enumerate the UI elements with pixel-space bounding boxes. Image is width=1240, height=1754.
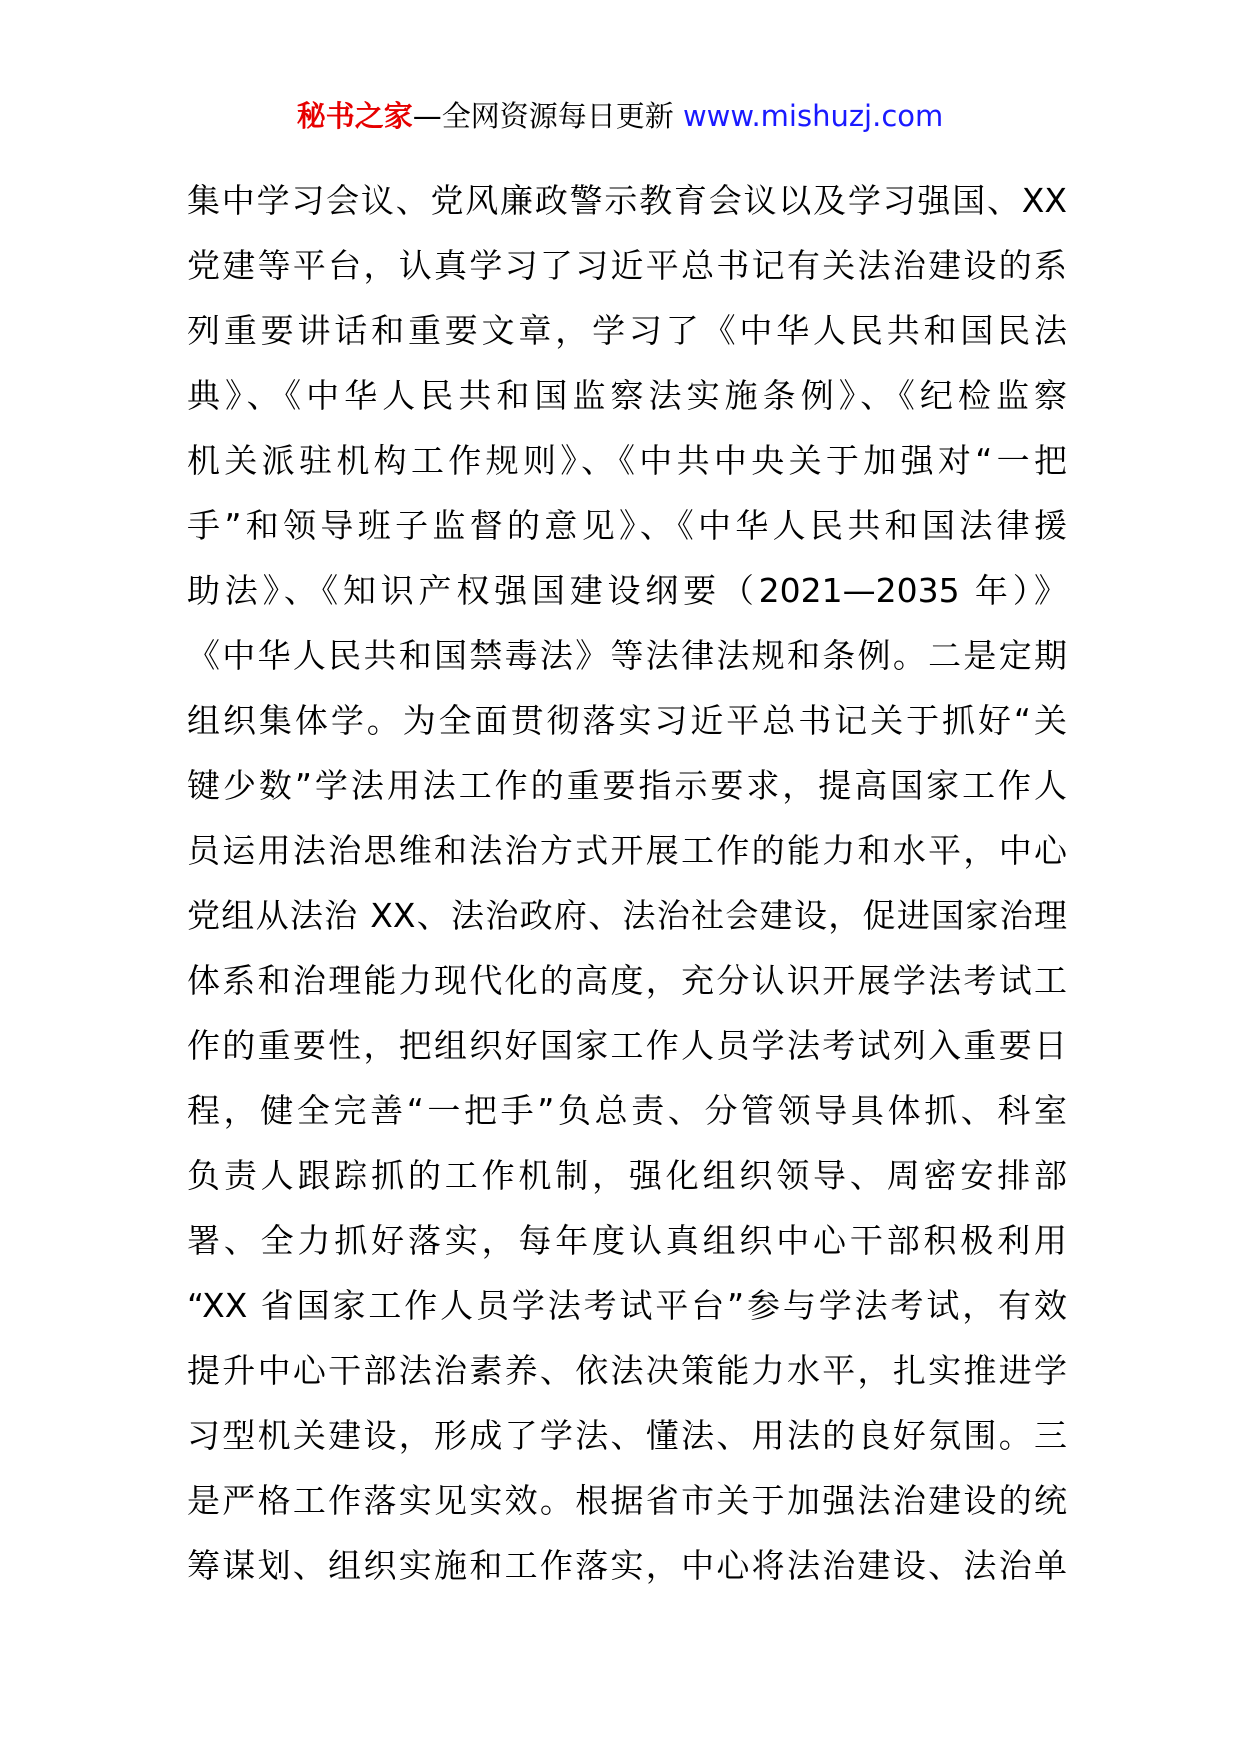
text-line: 集中学习会议、党风廉政警示教育会议以及学习强国、XX <box>187 181 1067 220</box>
text-line: 程，健全完善“一把手”负总责、分管领导具体抓、科室 <box>187 1091 1067 1130</box>
text-line: 筹谋划、组织实施和工作落实，中心将法治建设、法治单 <box>187 1546 1067 1585</box>
text-line: 党建等平台，认真学习了习近平总书记有关法治建设的系 <box>187 246 1067 285</box>
text-line: 机关派驻机构工作规则》、《中共中央关于加强对“一把 <box>187 441 1067 480</box>
text-line: 键少数”学法用法工作的重要指示要求，提高国家工作人 <box>187 766 1067 805</box>
site-brand: 秘书之家 <box>296 99 413 133</box>
text-line: 提升中心干部法治素养、依法决策能力水平，扎实推进学 <box>187 1351 1067 1390</box>
text-line: 习型机关建设，形成了学法、懂法、用法的良好氛围。三 <box>187 1416 1067 1455</box>
document-body <box>187 168 1067 1598</box>
text-line: 署、全力抓好落实，每年度认真组织中心干部积极利用 <box>187 1221 1067 1260</box>
page-header <box>0 96 1240 136</box>
site-tagline: —全网资源每日更新 <box>412 99 674 133</box>
text-line: 《中华人民共和国禁毒法》等法律法规和条例。二是定期 <box>187 636 1067 675</box>
text-line: 作的重要性，把组织好国家工作人员学法考试列入重要日 <box>187 1026 1067 1065</box>
text-line: 负责人跟踪抓的工作机制，强化组织领导、周密安排部 <box>187 1156 1067 1195</box>
text-line: “XX 省国家工作人员学法考试平台”参与学法考试，有效 <box>187 1286 1067 1325</box>
text-line: 体系和治理能力现代化的高度，充分认识开展学法考试工 <box>187 961 1067 1000</box>
text-line: 典》、《中华人民共和国监察法实施条例》、《纪检监察 <box>187 376 1067 415</box>
text-line: 组织集体学。为全面贯彻落实习近平总书记关于抓好“关 <box>187 701 1067 740</box>
text-line: 手”和领导班子监督的意见》、《中华人民共和国法律援 <box>187 506 1067 545</box>
text-line: 是严格工作落实见实效。根据省市关于加强法治建设的统 <box>187 1481 1067 1520</box>
text-line: 党组从法治 XX、法治政府、法治社会建设，促进国家治理 <box>187 896 1067 935</box>
text-line: 员运用法治思维和法治方式开展工作的能力和水平，中心 <box>187 831 1067 870</box>
site-url-link[interactable]: www.mishuzj.com <box>682 99 944 133</box>
text-line: 助法》、《知识产权强国建设纲要（2021—2035 年）》 <box>187 571 1067 610</box>
text-line: 列重要讲话和重要文章，学习了《中华人民共和国民法 <box>187 311 1067 350</box>
